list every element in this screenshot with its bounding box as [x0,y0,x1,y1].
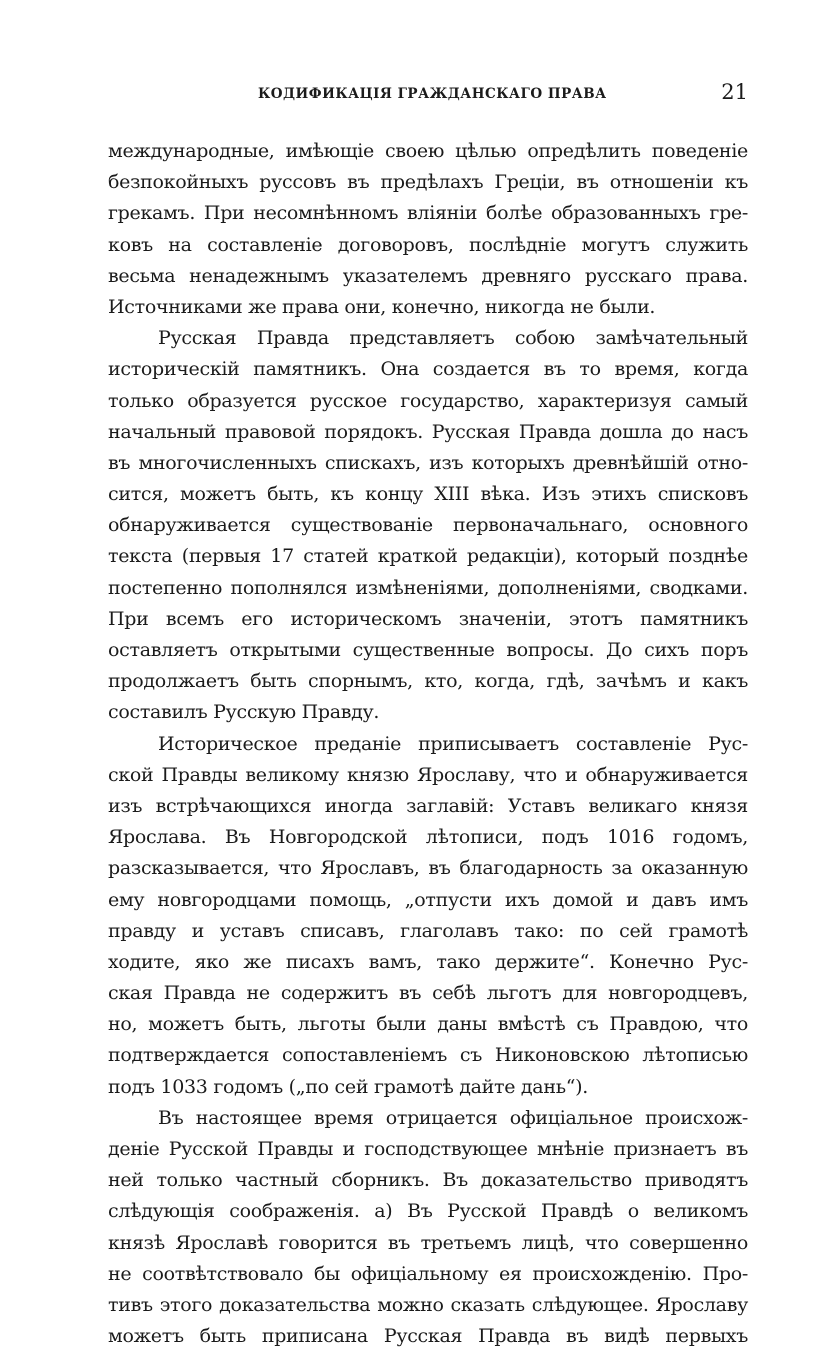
text-line: тивъ этого доказательства можно сказать слѣдующее. Ярославу [108,1293,748,1316]
text-line: разсказывается, что Ярославъ, въ благодарность за оказанную [108,857,748,880]
text-line: въ многочисленныхъ спискахъ, изъ которыхъ древнѣйшій отно- [108,451,748,474]
text-line: текста (первыя 17 статей краткой редакціи), который позднѣе [108,545,748,568]
text-line: князѣ Ярославѣ говорится въ третьемъ лицѣ, что совершенно [108,1231,748,1254]
text-line: историческій памятникъ. Она создается въ то время, когда [108,358,748,381]
running-head [108,80,748,110]
text-line: Историческое преданіе приписываетъ составленіе Рус- [158,732,748,755]
text-line: ковъ на составленіе договоровъ, послѣдніе могутъ служить [108,233,748,256]
paragraph [108,323,748,728]
text-line: начальный правовой порядокъ. Русская Правда дошла до насъ [108,420,748,443]
text-line: международные, имѣющіе своею цѣлью опредѣлить поведеніе [108,140,748,162]
text-line: весьма ненадежнымъ указателемъ древняго русскаго права. [108,264,748,287]
text-line: изъ встрѣчающихся иногда заглавій: Уставъ великаго князя [108,794,748,817]
text-line: слѣдующія соображенія. а) Въ Русской Правдѣ о великомъ [108,1200,748,1223]
text-line: правду и уставъ списавъ, глаголавъ тако: по сей грамотѣ [108,919,748,942]
body-text [108,136,748,1352]
text-line: продолжаетъ быть спорнымъ, кто, когда, гдѣ, зачѣмъ и какъ [108,670,748,693]
text-line: ней только частный сборникъ. Въ доказательство приводятъ [108,1169,748,1192]
text-line: сится, можетъ быть, къ концу XIII вѣка. Изъ этихъ списковъ [108,483,748,506]
text-line: Ярослава. Въ Новгородской лѣтописи, подъ 1016 годомъ, [108,826,748,849]
text-line: только образуется русское государство, характеризуя самый [108,389,748,412]
text-line: но, можетъ быть, льготы были даны вмѣстѣ съ Правдою, что [108,1013,748,1036]
text-line: не соотвѣтствовало бы офиціальному ея происхожденію. Про- [108,1262,748,1285]
text-line: ской Правды великому князю Ярославу, что и обнаруживается [108,763,748,786]
text-line: подъ 1033 годомъ („по сей грамотѣ дайте дань“). [108,1075,589,1098]
text-line: ская Правда не содержитъ въ себѣ льготъ для новгородцевъ, [108,982,748,1005]
text-line: Русская Правда представляетъ собою замѣчательный [158,327,748,350]
text-line: подтверждается сопоставленіемъ съ Никоновскою лѣтописью [108,1044,748,1067]
text-line: можетъ быть приписана Русская Правда въ видѣ первыхъ [108,1325,748,1348]
page-number: 21 [721,80,748,104]
text-line: ему новгородцами помощь, „отпусти ихъ домой и давъ имъ [108,888,748,911]
text-line: составилъ Русскую Правду. [108,701,380,724]
text-line: безпокойныхъ руссовъ въ предѣлахъ Греціи, въ отношеніи къ [108,171,748,194]
text-line: грекамъ. При несомнѣнномъ вліяніи болѣе образованныхъ гре- [108,202,748,225]
text-line: обнаруживается существованіе первоначальнаго, основного [108,514,748,537]
text-line: Источниками же права они, конечно, никогда не были. [108,295,656,318]
paragraph [108,136,748,323]
text-line: Въ настоящее время отрицается офиціальное происхож- [158,1106,748,1129]
paragraph [108,1103,748,1352]
running-title: КОДИФИКАЦІЯ ГРАЖДАНСКАГО ПРАВА [258,86,607,102]
text-line: деніе Русской Правды и господствующее мнѣніе признаетъ въ [108,1138,748,1160]
text-line: оставляетъ открытыми существенные вопросы. До сихъ поръ [108,639,748,661]
text-line: ходите, яко же писахъ вамъ, тако держите“. Конечно Рус- [108,950,748,973]
text-line: При всемъ его историческомъ значеніи, этотъ памятникъ [108,607,748,630]
paragraph [108,729,748,1103]
text-line: постепенно пополнялся измѣненіями, дополненіями, сводками. [108,576,748,599]
